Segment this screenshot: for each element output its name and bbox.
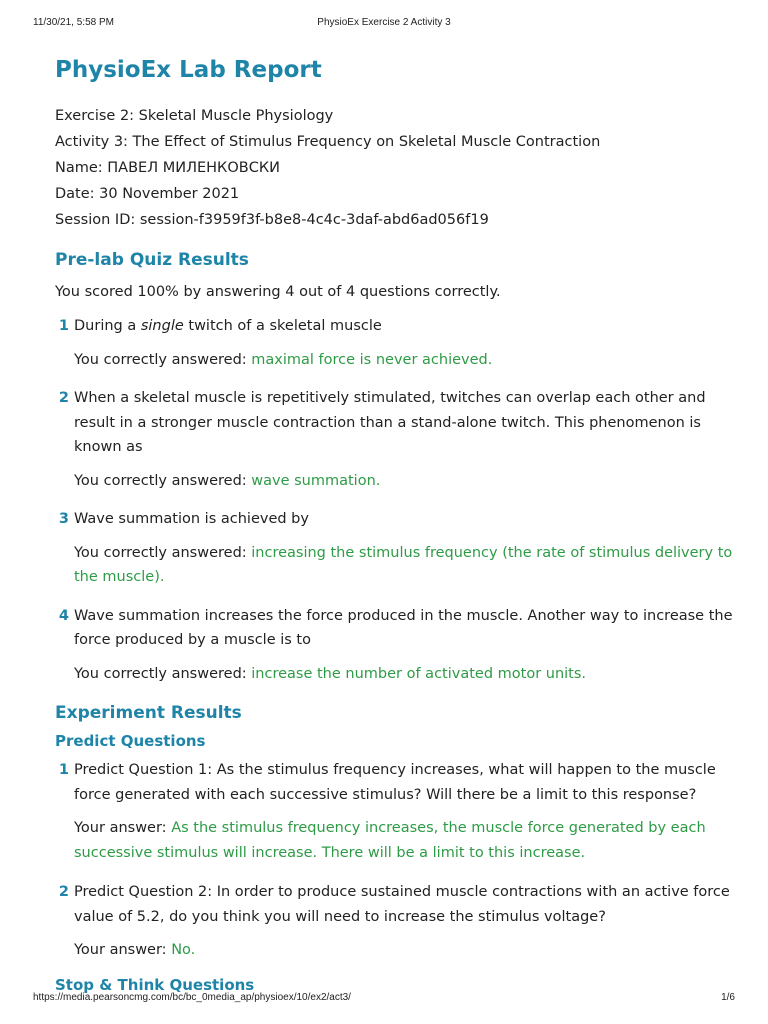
question-text: During a single twitch of a skeletal muscle <box>74 318 382 334</box>
predict-question <box>55 880 735 963</box>
question-answer: You correctly answered: increasing the stimulus frequency (the rate of stimulus delivery to the muscle). <box>74 544 733 585</box>
print-title: PhysioEx Exercise 2 Activity 3 <box>317 17 451 28</box>
prelab-question <box>55 386 735 493</box>
question-text: Predict Question 1: As the stimulus frequency increases, what will happen to the muscle force generated with each successive stimulus? Will there be a limit to this response? <box>74 762 716 803</box>
print-datetime: 11/30/21, 5:58 PM <box>33 17 114 28</box>
question-number: 3 <box>58 511 69 527</box>
report-title: PhysioEx Lab Report <box>55 57 322 83</box>
exercise-line: Exercise 2: Skeletal Muscle Physiology <box>55 108 334 124</box>
prelab-heading: Pre-lab Quiz Results <box>55 250 249 270</box>
question-text: Predict Question 2: In order to produce sustained muscle contractions with an active force value of 5.2, do you think you will need to increase the stimulus voltage? <box>74 884 730 925</box>
question-answer: Your answer: No. <box>74 942 196 958</box>
question-text: Wave summation is achieved by <box>74 511 309 527</box>
report-content <box>55 54 735 996</box>
prelab-question <box>55 604 735 687</box>
question-answer: You correctly answered: wave summation. <box>74 472 381 489</box>
page-number: 1/6 <box>721 992 735 1003</box>
name-line: Name: ПАВЕЛ МИЛЕНКОВСКИ <box>55 160 280 176</box>
question-answer: You correctly answered: increase the number of activated motor units. <box>74 665 587 682</box>
prelab-question <box>55 507 735 590</box>
question-answer: You correctly answered: maximal force is never achieved. <box>74 351 493 368</box>
question-number: 1 <box>58 318 69 334</box>
question-number: 2 <box>58 390 69 406</box>
print-footer <box>33 992 735 1006</box>
predict-question <box>55 758 735 865</box>
date-line: Date: 30 November 2021 <box>55 186 240 202</box>
session-line: Session ID: session-f3959f3f-b8e8-4c4c-3daf-abd6ad056f19 <box>55 212 489 228</box>
question-number: 4 <box>58 607 69 624</box>
experiment-heading: Experiment Results <box>55 703 242 723</box>
predict-heading: Predict Questions <box>55 732 206 750</box>
stop-think-heading: Stop & Think Questions <box>55 975 255 994</box>
question-answer: Your answer: As the stimulus frequency increases, the muscle force generated by each successive stimulus will increase. There will be a limit to this increase. <box>74 820 706 861</box>
question-text: When a skeletal muscle is repetitively stimulated, twitches can overlap each other and result in a stronger muscle contraction than a stand-alone twitch. This phenomenon is known as <box>74 390 706 455</box>
prelab-score: You scored 100% by answering 4 out of 4 questions correctly. <box>55 284 501 300</box>
question-number: 1 <box>58 762 69 778</box>
prelab-question <box>55 314 735 372</box>
activity-line: Activity 3: The Effect of Stimulus Frequency on Skeletal Muscle Contraction <box>55 134 601 150</box>
question-text: Wave summation increases the force produced in the muscle. Another way to increase the force produced by a muscle is to <box>74 607 733 648</box>
report-meta <box>55 103 735 233</box>
print-url: https://media.pearsoncmg.com/bc/bc_0media_ap/physioex/10/ex2/act3/ <box>33 992 351 1003</box>
question-number: 2 <box>58 884 69 900</box>
print-header <box>33 17 735 31</box>
